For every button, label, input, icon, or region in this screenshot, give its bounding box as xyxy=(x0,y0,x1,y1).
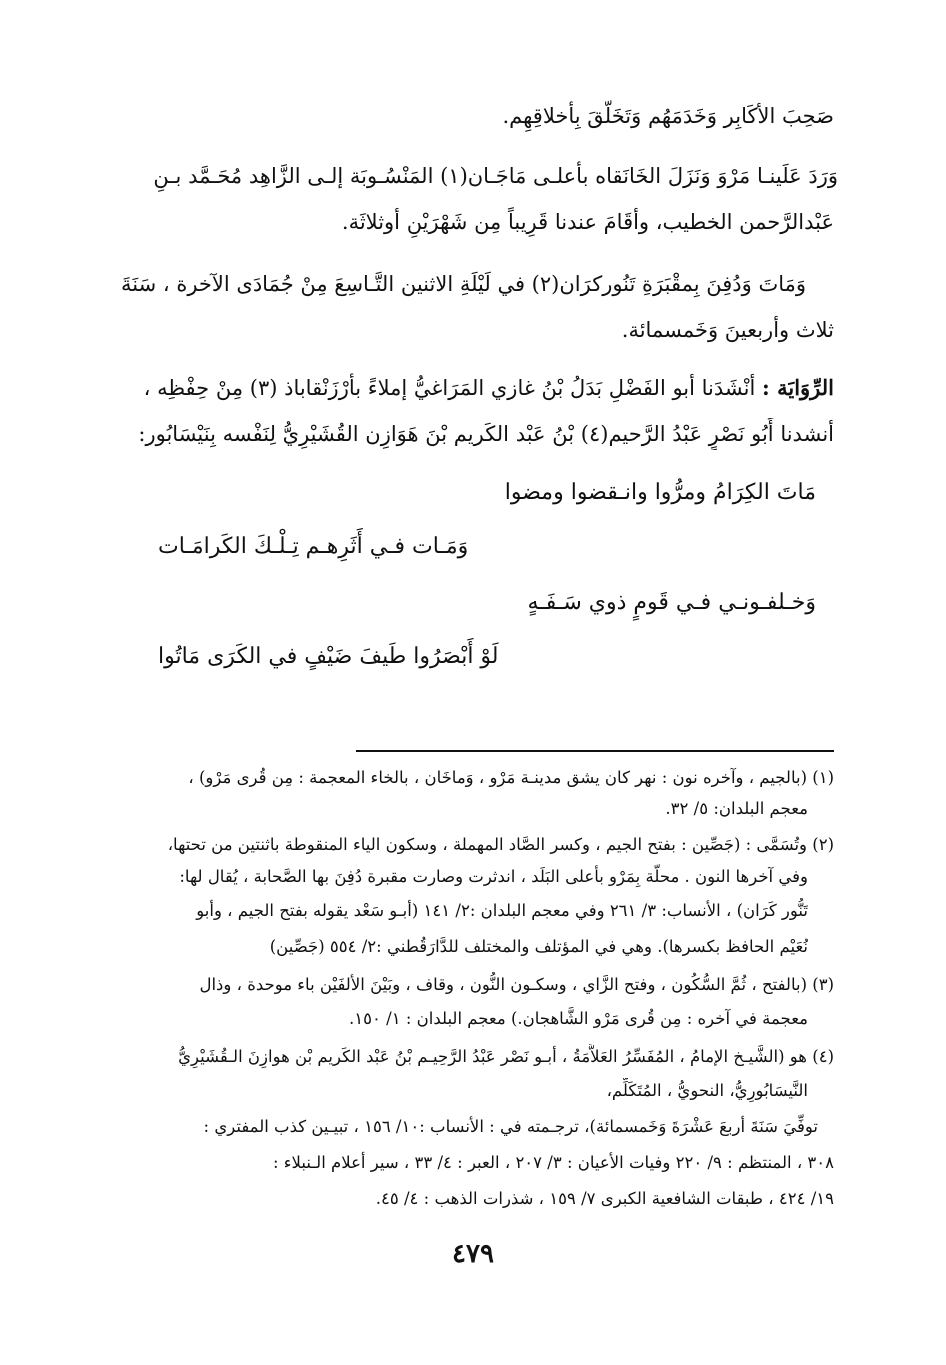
poem-verse-3: وَخـلفـونـي فـي قَومٍ ذوي سَـفَـهٍ xyxy=(527,590,816,615)
body-line-1: صَحِبَ الأكَابِر وَخَدَمَهُم وَتَخَلّقَ بِأخلاقِهِم. xyxy=(502,104,834,128)
footnote-line: تَنُّور كَرَان) ، الأنساب: ٣/ ٢٦١ وفي معجم البلدان :٢/ ١٤١ (أبـو سَعْد يقوله بفتح الجيم ، وأبو xyxy=(196,901,808,920)
footnote-separator xyxy=(356,750,834,752)
footnote-line: ٣٠٨ ، المنتظم : ٩/ ٢٢٠ وفيات الأعيان : ٣/ ٢٠٧ ، العبر : ٤/ ٣٣ ، سير أعلام الـنبلاء : xyxy=(272,1153,834,1172)
footnote-line: (١) (بالجيم ، وآخره نون : نهر كان يشق مدينـة مَرْو ، وَماخَان ، بالخاء المعجمة : مِن قُرى مَرْو) ، xyxy=(188,768,834,787)
riwaya-line-1 xyxy=(110,372,834,404)
riwaya-label: الرِّوَايَة : xyxy=(762,375,834,400)
body-line-3: عَبْدالرَّحمن الخطيب، وأقَامَ عندنا قَرِيباً مِن شَهْرَيْنِ أوثلاثَة. xyxy=(341,210,834,234)
poem-verse-1: مَاتَ الكِرَامُ ومرُّوا وانـقضوا ومضوا xyxy=(504,480,816,505)
footnote-line: وفي آخرها النون . محلَّة بِمَرْو بأعلى البَلَد ، اندثرت وصارت مقبرة دُفِنَ بها الصَّحابة ، يُقال لها: xyxy=(179,867,808,886)
footnote-line: (٤) هو (الشَّيـخ الإمامُ ، المُفَسِّرُ العَلاَّمَةُ ، أبـو نَصْر عَبْدُ الرَّحِيـم بْنُ عَبْد الكَريم بْن هوازِنَ الـقُشَيْرِيُّ xyxy=(178,1047,834,1066)
riwaya-text-1: أنْشَدَنا أبو الفَضْلِ بَدَلُ بْنُ غازي المَرَاغيُّ إملاءً بأرْزَنْقاباذ (٣) مِنْ حِفْظِه ، xyxy=(143,376,756,400)
riwaya-line-2: أنشدنا أَبُو نَصْرٍ عَبْدُ الرَّحيم(٤) بْنُ عَبْد الكَريم بْنَ هَوَازِن القُشَيْرِيُّ لِنَفْسه بِنَيْسَابُور: xyxy=(138,422,834,446)
footnote-line: (٣) (بالفتح ، ثُمَّ السُّكُون ، وفتح الزَّاي ، وسكـون النُّون ، وقاف ، وبَيْنَ الألفَيْن باء موحدة ، وذال xyxy=(199,975,834,994)
footnote-line: معجمة في آخره : مِن قُرى مَرْو الشَّاهجان.) معجم البلدان : ١/ ١٥٠. xyxy=(349,1009,808,1028)
body-line-2: وَرَدَ عَلَينـا مَرْوَ وَنَزَلَ الخَانَقاه بأعلـى مَاجَـان(١) المَنْسُـوبَة إلـى الزَّاهِد مُحَـمَّد بـنِ xyxy=(153,164,838,188)
footnote-line: (٢) وتُسَمَّى : (جَصِّين : بفتح الجيم ، وكسر الصَّاد المهملة ، وسكون الياء المنقوطة باثنتين من تحتها، xyxy=(167,835,834,854)
footnote-line: النَّيسَابُورِيُّ، النحويُّ ، المُتَكَلِّم، xyxy=(606,1081,808,1100)
body-line-4: وَمَاتَ وَدُفِنَ بِمقْبَرَةِ تَنُوركرَان(٢) في لَيْلَةِ الاثنين التَّـاسِعَ مِنْ جُمَادَى الآخرة ، سَنَةَ xyxy=(121,272,806,296)
footnote-line: ١٩/ ٤٢٤ ، طبقات الشافعية الكبرى ٧/ ١٥٩ ، شذرات الذهب : ٤/ ٤٥. xyxy=(375,1189,834,1208)
poem-verse-2: وَمَـات فـي أَثَرِهـم تِـلْـكَ الكَرامَـات xyxy=(158,534,469,559)
footnote-line: توفِّيَ سَنَةَ أربعَ عَشْرَةَ وَخَمسمائة)، ترجـمته في : الأنساب :١٠/ ١٥٦ ، تبيـين كذب المفتري : xyxy=(203,1117,818,1136)
page-number: ٤٧٩ xyxy=(452,1239,494,1269)
footnote-line: معجم البلدان: ٥/ ٣٢. xyxy=(665,799,808,818)
poem-verse-4: لَوْ أَبْصَرُوا طَيفَ ضَيْفٍ في الكَرَى مَاتُوا xyxy=(158,644,499,669)
body-line-5: ثلاث وأربعينَ وَخَمسمائة. xyxy=(621,318,834,342)
footnote-line: نُعَيْم الحافظ بكسرها). وهي في المؤتلف والمختلف للدَّارَقُطني :٢/ ٥٥٤ (جَصِّين) xyxy=(269,937,808,956)
